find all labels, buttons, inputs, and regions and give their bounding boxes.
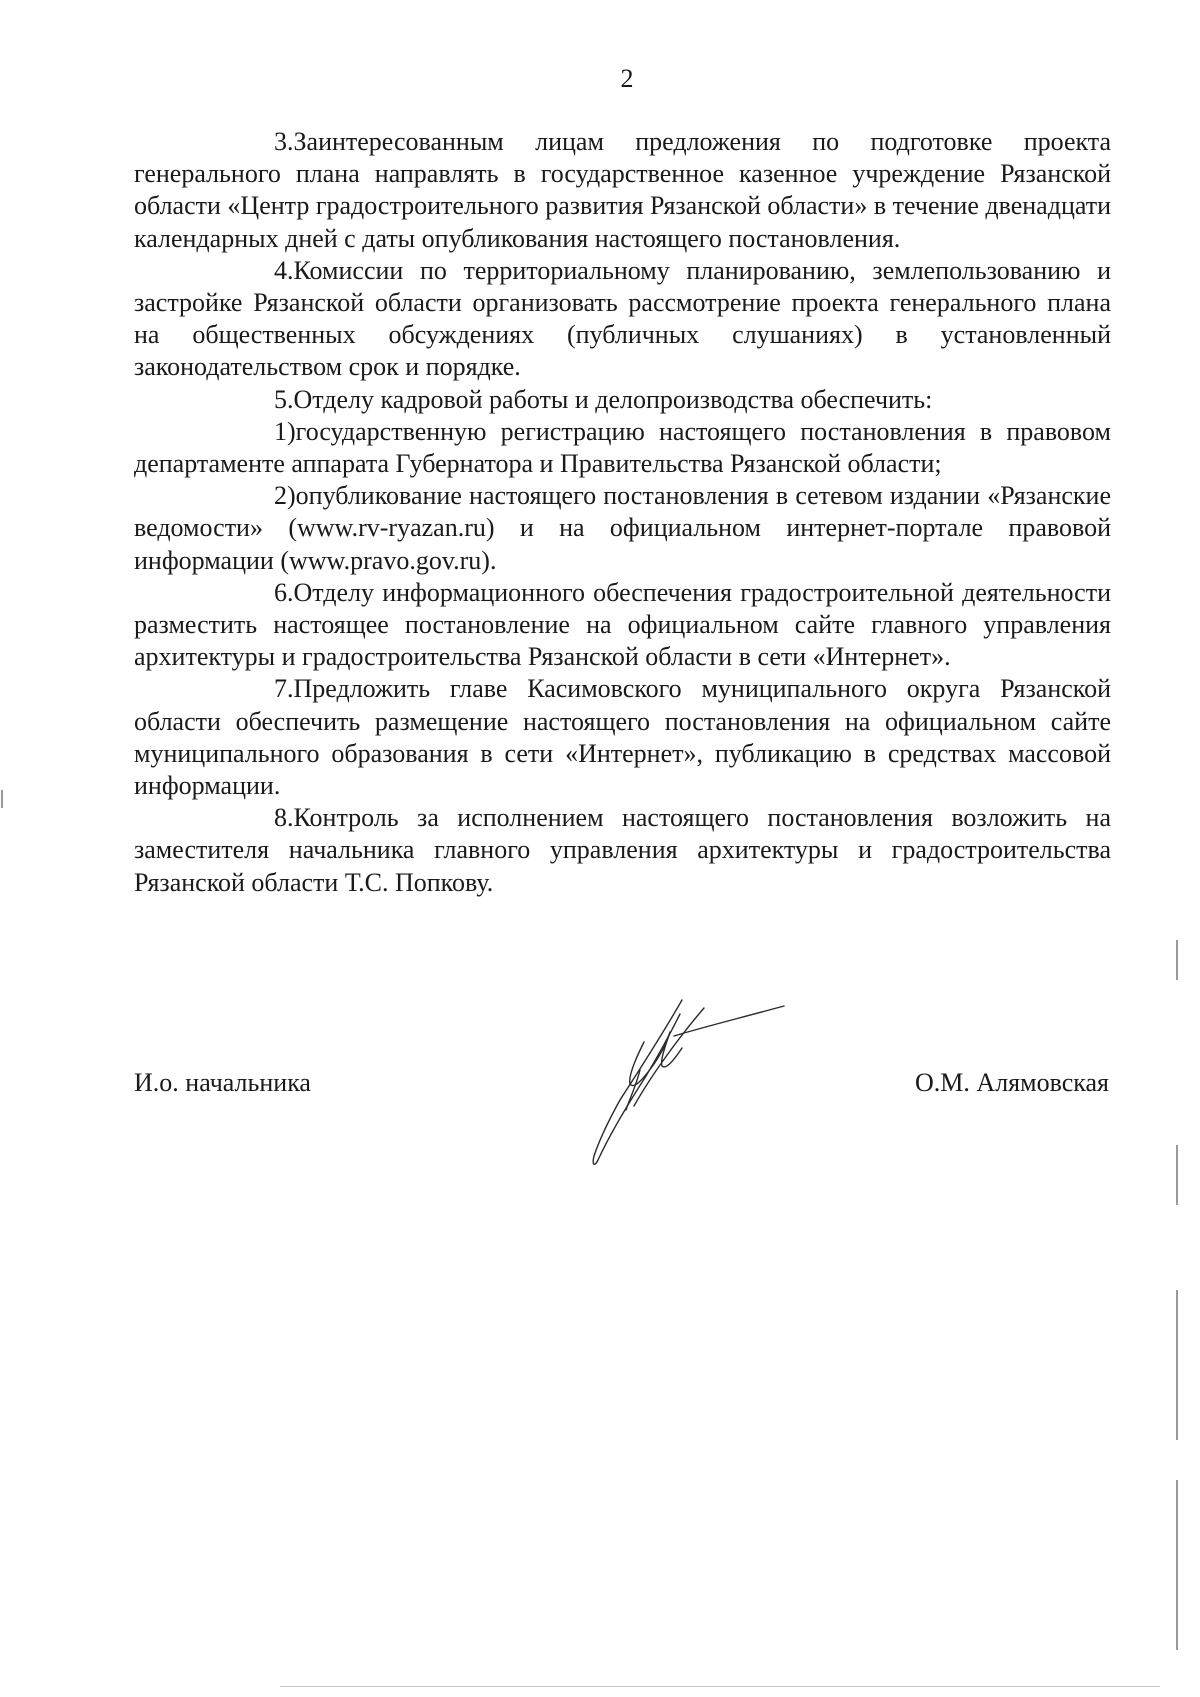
paragraph-number: 1) — [274, 416, 296, 446]
scan-edge-mark — [1176, 940, 1178, 980]
paragraph-number: 7. — [274, 674, 294, 704]
subparagraph-1 — [134, 416, 1111, 480]
paragraph-number: 8. — [274, 803, 294, 833]
paragraph-6 — [134, 577, 1111, 674]
scan-edge-mark — [1176, 1480, 1178, 1650]
scan-edge-mark — [1, 790, 3, 808]
subparagraph-2 — [134, 480, 1111, 577]
paragraph-number: 4. — [274, 255, 294, 285]
paragraph-text: государственную регистрацию настоящего постановления в правовом департаменте аппарата Губернатора и Правительства Рязанской области; — [134, 416, 1111, 479]
scan-bottom-edge — [280, 1686, 1160, 1687]
scan-edge-mark — [1176, 1290, 1178, 1440]
paragraph-number: 2) — [274, 481, 296, 511]
paragraph-5 — [134, 384, 1111, 416]
signatory-position: И.о. начальника — [134, 1068, 311, 1097]
paragraph-text: Отделу информационного обеспечения градостроительной деятельности разместить настоящее постановление на официальном сайте главного управления архитектуры и градостроительства Рязанской области в сети «Интернет». — [134, 577, 1111, 672]
paragraph-text: Заинтересованным лицам предложения по подготовке проекта генерального плана направлять в государственное казенное учреждение Рязанской области «Центр градостроительного развития Рязанской области» в течение двенадцати календарных дней с даты опубликования настоящего постановления. — [134, 127, 1111, 253]
paragraph-number: 5. — [274, 384, 294, 414]
scan-edge-mark — [1176, 1145, 1178, 1205]
signatory-name: О.М. Алямовская — [915, 1068, 1109, 1097]
paragraph-text: Предложить главе Касимовского муниципального округа Рязанской области обеспечить размещение настоящего постановления на официальном сайте муниципального образования в сети «Интернет», публикацию в средствах массовой информации. — [134, 674, 1111, 801]
paragraph-4 — [134, 255, 1111, 384]
paragraph-number: 3. — [274, 127, 294, 156]
paragraph-text: Комиссии по территориальному планированию, землепользованию и застройке Рязанской области организовать рассмотрение проекта генерального плана на общественных обсуждениях (публичных слушаниях) в установленный законодательством срок и порядке. — [134, 255, 1111, 382]
document-body — [134, 126, 1111, 899]
paragraph-8 — [134, 802, 1111, 899]
paragraph-number: 6. — [274, 577, 294, 607]
paragraph-3 — [134, 126, 1111, 255]
paragraph-text: Контроль за исполнением настоящего постановления возложить на заместителя начальника главного управления архитектуры и градостроительства Рязанской области Т.С. Попкову. — [134, 803, 1111, 897]
paragraph-text: Отделу кадровой работы и делопроизводства обеспечить: — [293, 384, 933, 414]
page-number: 2 — [620, 64, 634, 93]
paragraph-text: опубликование настоящего постановления в сетевом издании «Рязанские ведомости» (www.rv-ryazan.ru) и на официальном интернет-портале правовой информации (www.pravo.gov.ru). — [134, 481, 1111, 575]
handwritten-signature — [570, 988, 790, 1188]
paragraph-7 — [134, 673, 1111, 802]
